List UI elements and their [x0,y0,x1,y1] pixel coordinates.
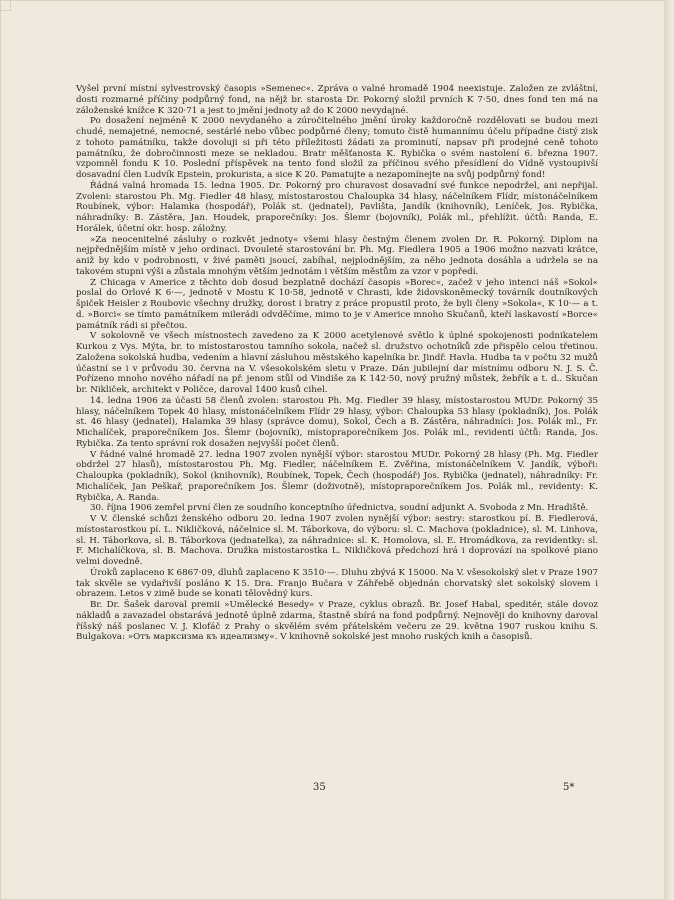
page-corner [0,0,11,11]
paragraph: »Za neocenitelné zásluhy o rozkvět jednoty« všemi hlasy čestným členem zvolen Dr. R. Pokorný. Diplom na nejpřednějším místě v jeho ordinaci. Dvouleté starostování br. Ph. Mg. Fiedlera 1905 a 1906 možno nazvati krátce, aniž by kdo v podrobnosti, v živé paměti jsoucí, zabíhal, nejplodnějším, za něho jednota dosáhla a udržela se na takovém stupni výši a zůstala mnohým větším jednotám i větším městům za vzor v popředí. [76,234,598,277]
paragraph: Po dosažení nejméně K 2000 nevydaného a zúročitelného jmění úroky každoročně rozdělovati se budou mezi chudé, nemajetné, nemocné, sestárlé nebo vůbec podpůrné členy; tomuto čistě humannímu účelu případne čistý zisk z tohoto památníku, takže dovoluji si při této příležitosti žádati za prominutí, napsav při prodejné ceně tohoto památníku, že dobročinnosti meze se nekladou. Bratr měšťanosta K. Rybička o svém nastolení 6. března 1907. vzpomněl fondu K 10. Poslední příspěvek na tento fond složil za příčinou svého přesídlení do Vídně vystoupivší dosavadní člen Ludvík Epstein, prokurista, a sice K 20. Pamatujte a nezapomínejte na svůj podpůrný fond! [76,116,598,180]
paragraph: V sokolovně ve všech místnostech zavedeno za K 2000 acetylenové světlo k úplné spokojenosti podnikatelem Kurkou z Vys. Mýta, br. to místostarostou tamního sokola, načež sl. družstvo ochotníků zde přispělo celou třetinou. Založena sokolská hudba, vedením a hlavní zásluhou městského kapelníka br. Jindř. Havla. Hudba ta v počtu 32 mužů účastní se i v průvodu 30. června na V. všesokolském sletu v Praze. Dán jubilejní dar místnímu odboru N. J. S. Č. Pořízeno mnoho nového nářadí na př. jenom stůl od Vindiše za K 142·50, nový pružný můstek, žebřík a t. d.. Skučan br. Nikliček, architekt v Poličce, daroval 1400 kusů cihel. [76,331,598,395]
signature-mark: 5* [563,782,575,793]
body-text [76,84,598,643]
paragraph: 30. října 1906 zemřel první člen ze soudního konceptního úřednictva, soudní adjunkt A. Svoboda z Mn. Hradiště. [90,503,589,514]
page-number: 35 [313,782,326,793]
paragraph: V V. členské schůzi ženského odboru 20. ledna 1907 zvolen nynější výbor: sestry: starostkou pí. B. Fiedlerová, místostarostkou pí. L. Nikličková, náčelnice sl. M. Táborkova, do výboru: sl. C. Machova (pokladnice), sl. M. Linhova, sl. H. Táborkova, sl. B. Táborkova (jednatelka), za náhradnice: sl. K. Homolova, sl. E. Hromádkova, za revidentky: sl. F. Michalíčkova, sl. B. Machova. Družka místostarostka L. Nikličková předchozí hrá i doprovází na spolkové piano velmi dovedně. [76,514,598,567]
paragraph: Vyšel první místní sylvestrovský časopis »Semenec«. Zpráva o valné hromadě 1904 neexistuje. Založen ze zvláštní, dosti rozmarné příčiny podpůrný fond, na nějž br. starosta Dr. Pokorný složil prvních K 7·50, dnes fond ten má na záloženské knížce K 320·71 a jest to jmění jednoty až do K 2000 nevydajné. [76,84,598,116]
paragraph: Úroků zaplaceno K 6867·09, dluhů zaplaceno K 3510·—. Dluhu zbývá K 15000. Na V. všesokolský slet v Praze 1907 tak skvěle se vydařivší posláno K 15. Dra. Franjo Bučara v Záhřebě objednán chorvatský slet sokolský slovem i obrazem. Letos v zimě bude se konati tělovědný kurs. [76,567,598,600]
paragraph: Z Chicaga v Americe z těchto dob dosud bezplatně dochází časopis »Borec«, začež v jeho intenci náš »Sokol« poslal do Orlové K 6·—, jednotě v Mostu K 10·58, jednotě v Chrasti, kde židovskoněmecký továrník doutníkových špiček Heisler z Roubovic všechny družky, dorost i bratry z práce propustil proto, že byli členy »Sokola«, K 10·— a t. d. »Borci« se tímto památníkem milerádi odvděčíme, mimo to je v Americe mnoho Skučanů, kteří laskavostí »Borce« památník rádi si přečtou. [76,277,598,331]
paragraph: 14. ledna 1906 za účasti 58 členů zvolen: starostou Ph. Mg. Fiedler 39 hlasy, místostarostou MUDr. Pokorný 35 hlasy, náčelníkem Topek 40 hlasy, místonáčelníkem Flídr 29 hlasy, výbor: Chaloupka 53 hlasy (pokladník), Jos. Polák st. 46 hlasy (jednatel), Halamka 39 hlasy (správce domu), Sokol, Čech a B. Zástěra, náhradníci: Jos. Polák ml., Fr. Michalíček, praporečníkem Jos. Šlemr (bojovník), místopraporečníkem Jos. Polák ml., revidenti účtů: Randa, Jos. Rybička. Za tento správní rok dosažen nejvyšší počet členů. [76,395,598,449]
paragraph: Řádná valná hromada 15. ledna 1905. Dr. Pokorný pro churavost dosavadní své funkce nepodržel, ani nepřijal. Zvoleni: starostou Ph. Mg. Fiedler 48 hlasy, místostarostou Chaloupka 34 hlasy, náčelníkem Flídr, místonáčelníkem Roubínek, výbor: Halamka (hospodář), Polák st. (jednatel), Pavlišta, Jandík (knihovník), Leníček, Jos. Rybička, náhradníky: B. Zástěra, Jan. Houdek, praporečníky: Jos. Šlemr (bojovník), Polák ml., přehlížit. účtů: Randa, E. Horálek, účetní okr. hosp. záložny. [76,180,598,234]
page-edge-shadow [664,0,674,900]
paragraph: V řádné valné hromadě 27. ledna 1907 zvolen nynější výbor: starostou MUDr. Pokorný 28 hlasy (Ph. Mg. Fiedler obdržel 27 hlasů), místostarostou Ph. Mg. Fiedler, náčelníkem E. Zvěřina, místonáčelníkem V. Jandík, výboři: Chaloupka (pokladník), Sokol (knihovník), Roubínek, Topek, Čech (hospodář) Jos. Rybička (jednatel), náhradníky: Fr. Michalíček, Jan Peškař, praporečníkem Jos. Šlemr (doživotně), místopraporečníkem Jos. Polák ml., revidenty: K. Rybička, A. Randa. [76,449,598,503]
paragraph: Br. Dr. Šašek daroval premii »Umělecké Besedy« v Praze, cyklus obrazů. Br. Josef Habal, speditér, stále dovoz nákladů a zavazadel obstarává jednotě úplně zdarma, štastně sbírá na fond podpůrný. Nejnověji do knihovny daroval říšský náš poslanec V. J. Klofáč z Prahy o skvělém svém přátelském večeru ze 29. května 1907 ruskou knihu S. Bulgakova: »Отъ марксизма къ идеализму«. V knihovně sokolské jest mnoho ruských knih a časopisů. [76,600,598,643]
